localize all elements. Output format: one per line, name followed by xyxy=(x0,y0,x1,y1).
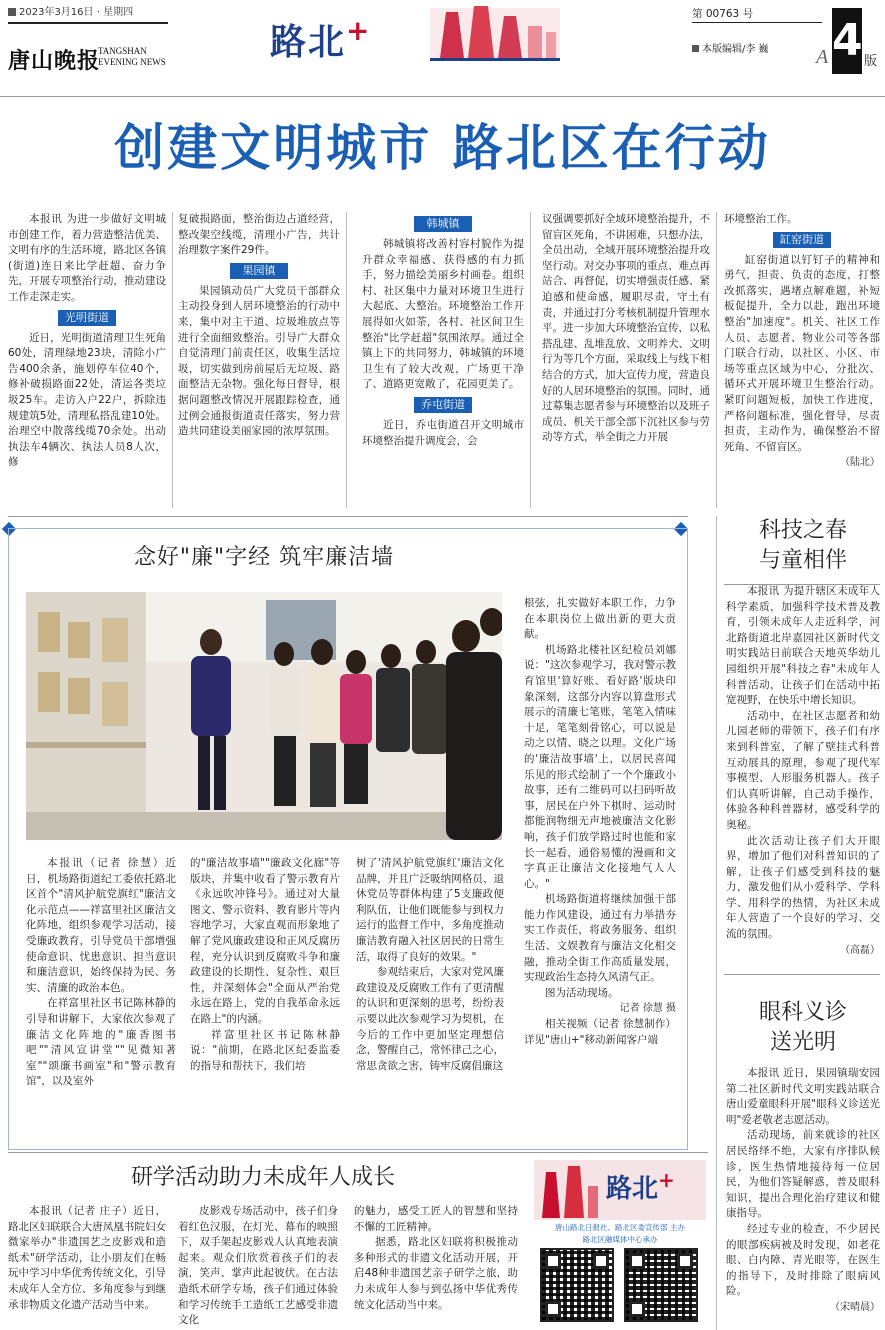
section-tag: 乔屯街道 xyxy=(414,397,472,413)
column-rule xyxy=(716,516,717,1330)
section-divider xyxy=(8,516,688,517)
column-rule xyxy=(172,212,173,508)
paper-en-1: TANGSHAN xyxy=(98,46,147,56)
lian-paragraph: 本报讯（记者 徐慧）近日，机场路街道纪工委依托路北区首个"清风护航党旗红"廉洁文化示范点——祥富里社区廉洁文化阵地，组织参观学习活动，接受廉政教育，引导党员干部增强使命意识、忧患意识、担当意识和廉洁意识，始终保持为民、务实、清廉的政治本色。 xyxy=(26,857,176,994)
lian-col-1 xyxy=(26,856,176,1090)
section-tag: 缸窑街道 xyxy=(773,232,831,248)
lead-paragraph: 本报讯 为进一步做好文明城市创建工作，着力营造整洁优美、文明有序的生活环境，路北区各镇(街道)连日来比学赶超、奋力争先，开展专项整治行动，推动建设工作走深走实。 xyxy=(8,213,166,303)
bottom-paragraph: 皮影戏专场活动中，孩子们身着红色汉服，在灯光、幕布的映照下，双手架起皮影戏人认真地表演起来。观众们欣赏着孩子们的表演，笑声、掌声此起彼伏。在古法造纸术研学专场，孩子们通过体验和学习传统手工造纸工艺感受非遗文化 xyxy=(178,1205,338,1327)
lian-paragraph: 图为活动现场。 xyxy=(545,986,619,999)
bottom-paragraph: 的魅力，感受工匠人的智慧和坚持不懈的工匠精神。 xyxy=(354,1205,518,1233)
lead-col-3 xyxy=(362,216,524,449)
page-number-box: 4 xyxy=(832,8,862,74)
section-tag: 光明街道 xyxy=(58,310,116,326)
promo-title xyxy=(606,1168,675,1205)
rule xyxy=(8,22,168,24)
lian-paragraph: 树了'清风护航党旗红'廉洁文化品牌，并且广泛吸纳网格员、退休党员等群体构建了5支廉政便利队伍，让他们既能参与到权力运行的监督工作中，多角度推动廉洁教育融入社区居民的日常生活，取得了良好的效果。" xyxy=(356,857,504,963)
lead-paragraph: 近日，光明街道清理卫生死角60处，清理绿地23块，清除小广告400余条，施划停车位40个，修补破损路面22处，清运各类垃圾25车。走访入户22户，拆除违规建筑5处，清理私搭乱建10处。治理空中散落线缆70余处。出动执法车4辆次、执法人员8人次，修 xyxy=(8,331,166,469)
yan-paragraph: 活动现场，前来就诊的社区居民络绎不绝，大家有序排队候诊，医生热情地接待每一位居民，为他们答疑解惑，普及眼科知识，提出合理化治疗建议和健康指导。 xyxy=(726,1129,880,1220)
lian-paragraph: 根弦，扎实做好本职工作，力争在本职岗位上做出新的更大贡献。 xyxy=(524,597,676,641)
masthead-rule xyxy=(0,96,885,97)
masthead xyxy=(0,0,885,98)
headline: 创建文明城市 路北区在行动 xyxy=(114,119,771,177)
app-promo xyxy=(534,1160,706,1326)
bottom-col-2 xyxy=(178,1204,338,1329)
keji-paragraph: 此次活动让孩子们大开眼界，增加了他们对科普知识的了解，让孩子们感受到科技的魅力，激发他们从小爱科学、学科学、用科学的热情，为社区未成年人营造了一个良好的学习、交流的氛围。 xyxy=(726,834,880,941)
lead-paragraph: 近日，乔屯街道召开文明城市环境整治提升调度会，会 xyxy=(362,418,524,447)
lead-col-4 xyxy=(542,212,710,446)
section-plus: + xyxy=(346,14,372,47)
bottom-col-1 xyxy=(8,1204,166,1313)
paper-logo-en xyxy=(98,46,166,68)
bottom-paragraph: 本报讯（记者 庄子）近日，路北区妇联联合大唐凤凰书院妇女微家举办"非遗国艺之皮影戏和造纸术"研学活动，让小朋友们在畅玩中学习中华优秀传统文化，引导未成年人全方位、多角度参与到继承非物质文化遗产活动当中来。 xyxy=(8,1205,166,1311)
lian-paragraph: 机场路北楼社区纪检员刘娜说："这次参观学习，我对警示教育馆里'算好账、看好路'版块印象深刻，这部分内容以算盘形式展示的清廉七笔账，笔笔入情味十足，笔笔刻骨铭心，可以说是动之以情、晓之以理。文化广场的'廉洁故事墙'上，以居民喜闻乐见的形式绘制了一个个廉政小故事，还有二维码可以扫码听故事，居民在户外下棋时、运动时都能润物细无声地被廉洁文化影响，孩子们放学路过时也能和家长一起看，通俗易懂的漫画和文字真正让廉洁文化接地气人人心。" xyxy=(524,643,676,890)
lian-paragraph: 祥富里社区书记陈林静说："前期，在路北区纪委监委的指导和帮扶下，我们培 xyxy=(190,1028,340,1072)
column-rule xyxy=(346,212,347,508)
lian-col-3 xyxy=(356,856,504,1074)
lian-col-2 xyxy=(190,856,340,1074)
keji-body xyxy=(726,584,880,959)
keji-title-line: 与童相伴 xyxy=(758,548,847,573)
rule xyxy=(692,22,822,23)
lead-paragraph: 果园镇动员广大党员干部群众主动投身到人居环境整治的行动中来，集中对主干道、垃圾堆放点等进行全面细致整治。引导广大群众自觉清理门前责任区，收集生活垃圾，切实做到房前屋后无垃圾、路面整洁无杂物。强化每日督导，根据问题整改情况开展跟踪检查，通过例会通报街道责任落实，努力营造共同建设美丽家园的浓厚氛围。 xyxy=(178,284,340,438)
yan-paragraph: 经过专业的检查，不少居民的眼部疾病被及时发现，如老花眼、白内障、青光眼等，在医生的指导下，及时排除了眼病风险。 xyxy=(726,1222,880,1298)
editor-line: 本版编辑/李 巍 xyxy=(692,40,769,55)
section-tag: 韩城镇 xyxy=(414,216,472,232)
lian-paragraph: 参观结束后，大家对党风廉政建设及反腐败工作有了更清醒的认识和更深刻的思考，纷纷表示要以此次参观学习为契机，在今后的工作中更加坚定理想信念，警醒自己，常怀律己之心，常思贪欲之害，铸牢反腐倡廉这 xyxy=(356,966,504,1072)
keji-paragraph: 活动中，在社区志愿者和幼儿园老师的带领下，孩子们有序来到科普室，了解了壁挂式科普互动展具的原理，参观了现代军事模型、人形服务机器人。孩子们认真听讲解，自己动手操作，体验各种科普器材，感受科学的奥秘。 xyxy=(726,709,880,831)
page-suffix: 版 xyxy=(864,54,878,69)
bottom-col-3 xyxy=(354,1204,518,1313)
column-rule xyxy=(530,212,531,508)
section-title xyxy=(270,14,371,65)
lead-col-1 xyxy=(8,212,166,471)
promo-banner xyxy=(534,1160,706,1220)
bottom-paragraph: 据悉，路北区妇联将积极推动多种形式的非遗文化活动开展，开启48种非遗国艺亲子研学之旅，助力未成年人参与到弘扬中华优秀传统文化活动当中来。 xyxy=(354,1236,518,1311)
lian-title: 念好"廉"字经 筑牢廉洁墙 xyxy=(133,545,395,570)
yan-title-line: 送光明 xyxy=(769,1030,836,1055)
lead-paragraph: 缸窑街道以钉钉子的精神和勇气，担责、负责的态度，打整改抓落实，遇堵点解难题，补短板促提升，全力以赴，跑出环境整治"加速度"。机关、社区工作人员、志愿者、物业公司等各部门联合行动，以社区、小区、市场等重点区域为中心，分批次、循环式开展环境卫生整治行动。紧盯问题短板，加快工作进度，严格问题标准，强化督导，尽责担责，主动作为，确保整治不留死角、不留盲区。 xyxy=(724,253,880,453)
activity-photo-graphic xyxy=(26,592,502,840)
keji-title xyxy=(726,516,880,576)
lead-paragraph: 议强调要抓好全域环境整治提升，不留盲区死角，不讲困难，只想办法，全员出动，全域开展环境整治提升攻坚行动。对交办事项的重点、难点再站合、再督促，切实增强责任感、紧迫感和使命感，履职尽责，守土有责，并通过打分考核机制提升管理水平。进一步加大环境整治宣传，以私搭乱建、乱堆乱放、文明养犬、文明行为等几个方面，采取线上与线下相结合的方式，加大宣传力度，营造良好的人居环境整治的氛围。同时，通过募集志愿者参与环境整治以及班子成员、机关干部全部下沉社区参与劳动等方式，举全街之力开展 xyxy=(542,213,710,444)
lian-paragraph: 在祥富里社区书记陈林静的引导和讲解下，大家依次参观了廉洁文化阵地的"廉香图书吧""清风宣讲堂""见微知著室""颂廉书画室"和"警示教育馆"，以及室外 xyxy=(26,997,176,1088)
qr-code-icon[interactable] xyxy=(540,1248,614,1322)
lian-paragraph: 机场路街道将继续加强干部能力作风建设，通过有力举措夯实工作责任，将政务服务、组织生活、文娱教育与廉洁文化相交融，推动全街工作高质量发展，实现政治生态持久风清气正。 xyxy=(524,893,676,984)
page-letter: A xyxy=(816,46,829,68)
issue-number: 第 00763 号 xyxy=(692,8,754,20)
section-title-text: 路北 xyxy=(270,22,347,63)
yan-paragraph: 本报讯 近日，果园镇瑞安园第二社区新时代文明实践站联合唐山爱童眼科开展"眼科义诊送光明"爱老敬老志愿活动。 xyxy=(726,1067,880,1126)
paper-en-2: EVENING NEWS xyxy=(98,57,166,67)
section-banner xyxy=(260,2,640,76)
promo-line-2: 路北区融媒体中心承办 xyxy=(582,1235,658,1244)
lead-col-5 xyxy=(724,212,880,471)
lead-paragraph: 复破损路面，整治街边占道经营，整改架空线缆，清理小广告，共计治理数字案件29件。 xyxy=(178,213,340,257)
yan-title xyxy=(726,998,880,1058)
yan-body xyxy=(726,1066,880,1316)
keji-paragraph: 本报讯 为提升辖区未成年人科学素质，加强科学技术普及教育，引领未成年人走近科学，河北路街道北岸嘉园社区新时代文明实践站日前联合天地英华幼儿园组织开展"科技之春"未成年人科普活动，让孩子们在活动中拓宽视野，在快乐中增长知识。 xyxy=(726,585,880,707)
promo-plus: + xyxy=(658,1168,675,1192)
promo-line-1: 唐山路北日报社、路北区委宣传部 主办 xyxy=(555,1223,685,1232)
qr-code-icon[interactable] xyxy=(624,1248,698,1322)
lead-paragraph: 韩城镇将改善村容村貌作为提升群众幸福感、获得感的有力抓手，努力描绘美丽乡村画卷。组织村、社区集中力量对环境卫生进行大起底、大整治。环境整治工作开展得如火如荼，各村、社区间卫生整治"比学赶超"氛围浓厚。通过全镇上下的共同努力，韩城镇的环境卫生有了较大改观，广场更干净了、道路更宽敞了，花园更美了。 xyxy=(362,238,524,391)
lian-photo xyxy=(26,592,502,840)
column-rule xyxy=(716,212,717,508)
yan-title-line: 眼科义诊 xyxy=(758,1000,847,1025)
byline: （陆北） xyxy=(840,457,880,469)
date-line: 2023年3月16日 · 星期四 xyxy=(8,6,173,20)
promo-title-text: 路北 xyxy=(606,1174,659,1204)
lian-col-4 xyxy=(524,596,676,1049)
lead-col-2 xyxy=(178,212,340,440)
byline: （高磊） xyxy=(840,944,880,956)
section-tag: 果园镇 xyxy=(230,263,288,279)
lead-paragraph: 环境整治工作。 xyxy=(724,213,798,225)
lian-paragraph: 的"廉洁故事墙""廉政文化廊"等版块，并集中收看了警示教育片《永远吹冲锋号》。通过对大量图文、警示资料、教育影片等内容地学习，大家直观而形象地了解了党风廉政建设和正风反腐历程，充分认识到反腐败斗争和廉政建设的长期性、复杂性、艰巨性，并深刻体会"全面从严治党永远在路上，党的自我革命永远在路上"的内涵。 xyxy=(190,857,340,1025)
byline: （宋晴晨） xyxy=(830,1301,880,1313)
section-divider xyxy=(724,974,880,975)
lian-paragraph: 相关视频（记者 徐慧制作）详见"唐山+"移动新闻客户端 xyxy=(524,1018,676,1047)
photo-credit: 记者 徐慧 摄 xyxy=(619,1003,676,1015)
section-divider xyxy=(8,1152,708,1153)
bottom-title: 研学活动助力未成年人成长 xyxy=(130,1165,395,1190)
keji-title-line: 科技之春 xyxy=(758,518,847,543)
paper-logo: 唐山晚报 xyxy=(8,48,101,74)
